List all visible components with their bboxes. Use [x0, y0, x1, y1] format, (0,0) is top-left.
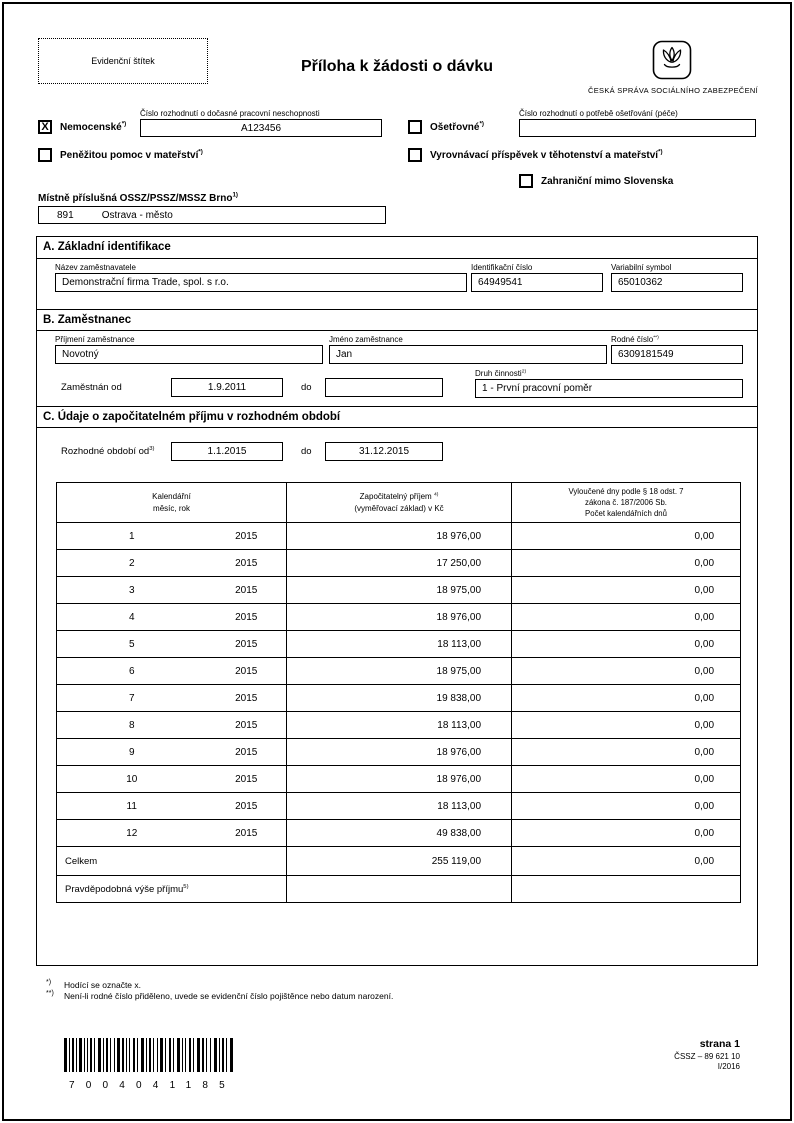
period-from-value: 1.1.2015	[207, 446, 247, 457]
income-cell: 18 976,00	[287, 766, 512, 793]
income-cell: 18 113,00	[287, 712, 512, 739]
probable-income-label: Pravděpodobná výše příjmu$^{5)}$	[57, 876, 287, 903]
employed-from-value: 1.9.2011	[207, 382, 247, 393]
year-cell: 2015	[207, 604, 287, 631]
year-cell: 2015	[207, 631, 287, 658]
sickness-decision-label: Číslo rozhodnutí o dočasné pracovní neschopnosti	[140, 109, 320, 118]
employer-name-field[interactable]	[55, 273, 467, 292]
probable-income-row	[57, 876, 741, 903]
employed-to-field[interactable]	[325, 378, 443, 397]
year-cell: 2015	[207, 820, 287, 847]
variable-symbol-label: Variabilní symbol	[611, 263, 672, 272]
page-number: strana 1	[699, 1038, 740, 1050]
total-excluded-days: 0,00	[512, 847, 741, 876]
nemocenske-label: Nemocenské*)	[60, 120, 127, 133]
cssz-lily-icon	[652, 40, 692, 80]
osetrovne-checkbox[interactable]	[408, 120, 422, 134]
cssz-logo	[652, 40, 692, 85]
income-table-row	[57, 739, 741, 766]
income-table-row	[57, 658, 741, 685]
penezita-pomoc-checkbox[interactable]	[38, 148, 52, 162]
surname-value: Novotný	[62, 349, 99, 360]
year-cell: 2015	[207, 658, 287, 685]
employed-to-label: do	[301, 382, 312, 393]
org-name: ČESKÁ SPRÁVA SOCIÁLNÍHO ZABEZPEČENÍ	[588, 86, 758, 95]
footnote-1: *) Hodící se označte x.	[46, 979, 142, 990]
first-name-label: Jméno zaměstnance	[329, 335, 403, 344]
income-table-row	[57, 766, 741, 793]
excluded-days-cell: 0,00	[512, 523, 741, 550]
employer-name-label: Název zaměstnavatele	[55, 263, 136, 272]
month-cell: 9	[57, 739, 207, 766]
nemocenske-checkbox[interactable]: X	[38, 120, 52, 134]
income-cell: 18 976,00	[287, 739, 512, 766]
activity-type-field[interactable]	[475, 379, 743, 398]
income-cell: 49 838,00	[287, 820, 512, 847]
period-to-label: do	[301, 446, 312, 457]
first-name-value: Jan	[336, 349, 353, 360]
excluded-days-cell: 0,00	[512, 658, 741, 685]
income-cell: 18 113,00	[287, 631, 512, 658]
excluded-days-cell: 0,00	[512, 577, 741, 604]
employed-from-label: Zaměstnán od	[61, 382, 122, 393]
total-label: Celkem	[57, 847, 287, 876]
variable-symbol-field[interactable]	[611, 273, 743, 292]
ossz-field[interactable]	[38, 206, 386, 224]
month-cell: 7	[57, 685, 207, 712]
probable-income-field[interactable]	[287, 876, 512, 903]
zahranicni-checkbox[interactable]	[519, 174, 533, 188]
year-cell: 2015	[207, 712, 287, 739]
sickness-decision-value: A123456	[240, 122, 282, 134]
sickness-decision-field[interactable]	[140, 119, 382, 137]
month-cell: 8	[57, 712, 207, 739]
footer-right	[540, 1038, 740, 1071]
ossz-label: Místně příslušná OSSZ/PSSZ/MSSZ Brno$^{1)}$	[38, 191, 238, 204]
period-from-field[interactable]	[171, 442, 283, 461]
evidence-label: Evidenční štítek	[91, 56, 155, 66]
income-table-row	[57, 820, 741, 847]
form-edition: I/2016	[717, 1062, 740, 1071]
year-cell: 2015	[207, 550, 287, 577]
surname-label: Příjmení zaměstnance	[55, 335, 135, 344]
income-table-row	[57, 712, 741, 739]
year-cell: 2015	[207, 739, 287, 766]
vyrovnavaci-prispevek-checkbox[interactable]	[408, 148, 422, 162]
income-table-row	[57, 793, 741, 820]
excluded-days-cell: 0,00	[512, 820, 741, 847]
year-cell: 2015	[207, 523, 287, 550]
form-title: Příloha k žádosti o dávku	[300, 58, 494, 75]
birth-number-field[interactable]	[611, 345, 743, 364]
month-cell: 10	[57, 766, 207, 793]
footnote-2: **) Není-li rodné číslo přiděleno, uvede se evidenční číslo pojištěnce nebo datum narození.	[46, 990, 394, 1001]
month-cell: 4	[57, 604, 207, 631]
activity-type-value: 1 - První pracovní poměr	[482, 383, 593, 394]
income-cell: 17 250,00	[287, 550, 512, 577]
col-header-month: Kalendářní měsíc, rok	[57, 483, 287, 523]
penezita-pomoc-label: Peněžitou pomoc v mateřství*)	[60, 148, 203, 161]
birth-number-value: 6309181549	[618, 349, 674, 360]
month-cell: 11	[57, 793, 207, 820]
id-number-label: Identifikační číslo	[471, 263, 533, 272]
probable-excluded-field[interactable]	[512, 876, 741, 903]
income-cell: 18 976,00	[287, 523, 512, 550]
period-label: Rozhodné období $od^{3)}$	[61, 445, 155, 457]
excluded-days-cell: 0,00	[512, 739, 741, 766]
month-cell: 2	[57, 550, 207, 577]
section-b-title: B. Zaměstnanec	[37, 309, 757, 331]
activity-type-label: Druh činnosti$^{2)}$	[475, 369, 527, 378]
form-code: ČSSZ – 89 621 10	[674, 1052, 740, 1061]
form-sections-box	[36, 236, 758, 966]
income-table-row	[57, 685, 741, 712]
total-row	[57, 847, 741, 876]
employer-name-value: Demonstrační firma Trade, spol. s r.o.	[62, 277, 229, 288]
income-table	[56, 482, 741, 903]
year-cell: 2015	[207, 766, 287, 793]
income-cell: 19 838,00	[287, 685, 512, 712]
excluded-days-cell: 0,00	[512, 712, 741, 739]
col-header-excluded-days: Vyloučené dny podle § 18 odst. 7 zákona č. 187/2006 Sb. Počet kalendářních dnů	[512, 483, 741, 523]
month-cell: 6	[57, 658, 207, 685]
month-cell: 5	[57, 631, 207, 658]
birth-number-label: Rodné číslo**)	[611, 335, 659, 344]
income-cell: 18 975,00	[287, 658, 512, 685]
section-c-title: C. Údaje o započitatelném příjmu v rozhodném období	[37, 406, 757, 428]
first-name-field[interactable]	[329, 345, 607, 364]
zahranicni-label: Zahraniční mimo Slovenska	[541, 176, 674, 187]
section-c-content	[37, 428, 757, 964]
barcode	[64, 1038, 236, 1072]
excluded-days-cell: 0,00	[512, 793, 741, 820]
total-income: 255 119,00	[287, 847, 512, 876]
year-cell: 2015	[207, 577, 287, 604]
osetrovne-label: Ošetřovné*)	[430, 120, 484, 133]
section-a-content	[37, 259, 757, 309]
year-cell: 2015	[207, 685, 287, 712]
month-cell: 3	[57, 577, 207, 604]
excluded-days-cell: 0,00	[512, 550, 741, 577]
income-table-row	[57, 577, 741, 604]
id-number-value: 64949541	[478, 277, 523, 288]
income-cell: 18 976,00	[287, 604, 512, 631]
excluded-days-cell: 0,00	[512, 685, 741, 712]
income-table-row	[57, 523, 741, 550]
period-to-field[interactable]	[325, 442, 443, 461]
id-number-field[interactable]	[471, 273, 603, 292]
income-table-body	[57, 523, 741, 847]
surname-field[interactable]	[55, 345, 323, 364]
year-cell: 2015	[207, 793, 287, 820]
income-table-row	[57, 631, 741, 658]
month-cell: 1	[57, 523, 207, 550]
variable-symbol-value: 65010362	[618, 277, 663, 288]
income-cell: 18 975,00	[287, 577, 512, 604]
excluded-days-cell: 0,00	[512, 766, 741, 793]
month-cell: 12	[57, 820, 207, 847]
period-to-value: 31.12.2015	[358, 446, 410, 457]
care-decision-label: Číslo rozhodnutí o potřebě ošetřování (péče)	[519, 109, 678, 118]
ossz-code: 891	[57, 209, 74, 221]
col-header-income: Započitatelný příjem $^{4)}$ (vyměřovací základ) v Kč	[287, 483, 512, 523]
excluded-days-cell: 0,00	[512, 604, 741, 631]
employed-from-field[interactable]	[171, 378, 283, 397]
income-table-row	[57, 550, 741, 577]
income-table-header-row	[57, 483, 741, 523]
excluded-days-cell: 0,00	[512, 631, 741, 658]
income-cell: 18 113,00	[287, 793, 512, 820]
care-decision-field[interactable]	[519, 119, 756, 137]
income-table-row	[57, 604, 741, 631]
vyrovnavaci-prispevek-label: Vyrovnávací příspěvek v těhotenství a mateřství*)	[430, 148, 663, 161]
section-a-title: A. Základní identifikace	[37, 237, 757, 259]
barcode-block	[64, 1038, 236, 1091]
barcode-digits: 7004041185	[69, 1080, 236, 1091]
ossz-name: Ostrava - město	[101, 209, 173, 221]
section-b-content	[37, 331, 757, 406]
